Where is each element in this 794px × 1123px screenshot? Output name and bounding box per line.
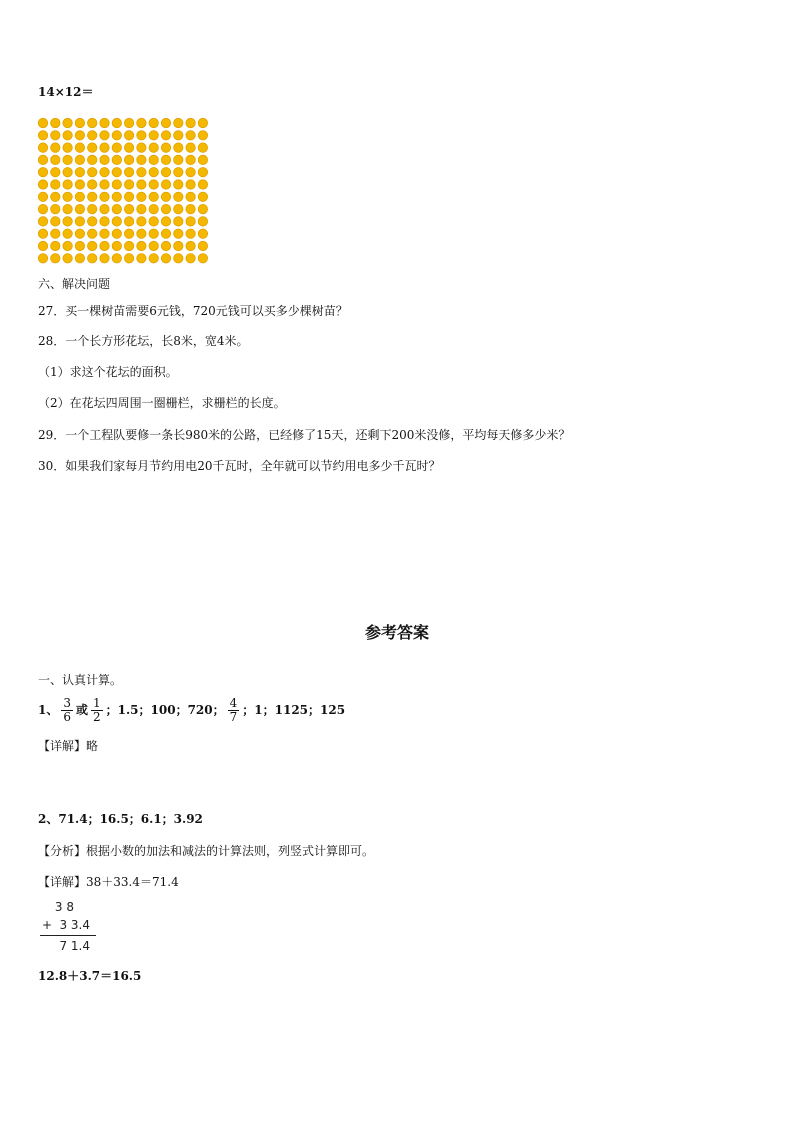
grid-dot: [149, 241, 158, 250]
grid-dot: [137, 180, 146, 189]
grid-dot: [88, 131, 97, 140]
vertical-row-top: [40, 898, 96, 916]
grid-dot: [198, 217, 207, 226]
grid-dot: [174, 229, 183, 238]
top-equation: 14×12＝: [38, 85, 94, 99]
grid-dot: [112, 118, 121, 127]
grid-dot: [38, 217, 47, 226]
grid-dot: [38, 241, 47, 250]
grid-dot: [63, 131, 72, 140]
grid-dot: [112, 241, 121, 250]
grid-dot: [112, 204, 121, 213]
grid-dot: [137, 143, 146, 152]
grid-dot: [100, 241, 109, 250]
question-28: 28．一个长方形花坛，长8米，宽4米。: [38, 334, 249, 348]
grid-dot: [149, 254, 158, 263]
answers-title: 参考答案: [364, 623, 429, 642]
grid-dot: [198, 168, 207, 177]
grid-dot: [149, 168, 158, 177]
answer-1-detail: 【详解】略: [38, 739, 99, 753]
grid-dot: [149, 143, 158, 152]
grid-dot: [51, 143, 60, 152]
grid-dot: [75, 217, 84, 226]
grid-dot: [100, 254, 109, 263]
answers-section1-heading: 一、认真计算。: [38, 673, 123, 687]
grid-dot: [100, 143, 109, 152]
grid-dot: [51, 155, 60, 164]
grid-dot: [198, 204, 207, 213]
grid-dot: [161, 192, 170, 201]
grid-dot: [63, 180, 72, 189]
grid-dot: [75, 118, 84, 127]
grid-dot: [112, 192, 121, 201]
grid-dot: [186, 254, 195, 263]
grid-dot: [88, 155, 97, 164]
grid-dot: [63, 204, 72, 213]
grid-dot: [75, 168, 84, 177]
grid-dot: [51, 168, 60, 177]
grid-dot: [198, 143, 207, 152]
answer-1: [38, 692, 345, 728]
fraction-numerator: 3: [63, 696, 71, 710]
section6-heading: 六、解决问题: [38, 277, 111, 291]
grid-dot: [112, 131, 121, 140]
grid-dot: [186, 155, 195, 164]
question-27: 27．买一棵树苗需要6元钱，720元钱可以买多少棵树苗？: [38, 304, 348, 318]
vertical-rule: [40, 935, 96, 936]
grid-dot: [198, 254, 207, 263]
grid-dot: [174, 192, 183, 201]
grid-dot: [124, 143, 133, 152]
grid-dot: [100, 217, 109, 226]
grid-dot: [51, 131, 60, 140]
fraction-numerator: 1: [93, 696, 101, 710]
grid-dot: [38, 168, 47, 177]
grid-dot: [38, 192, 47, 201]
grid-dot: [63, 217, 72, 226]
fraction-4-7: [228, 697, 240, 724]
grid-dot: [198, 241, 207, 250]
grid-dot: [186, 229, 195, 238]
vertical-result: 7 1.4: [59, 939, 90, 953]
grid-dot: [124, 118, 133, 127]
grid-dot: [88, 168, 97, 177]
grid-dot: [112, 143, 121, 152]
grid-dot: [186, 192, 195, 201]
grid-dot: [75, 204, 84, 213]
question-28-part1: （1）求这个花坛的面积。: [38, 365, 178, 379]
grid-dot: [149, 118, 158, 127]
grid-dot: [38, 118, 47, 127]
grid-dot: [137, 254, 146, 263]
question-28-part2: （2）在花坛四周围一圈栅栏，求栅栏的长度。: [38, 396, 286, 410]
grid-dot: [174, 254, 183, 263]
grid-dot: [63, 254, 72, 263]
grid-dot: [88, 143, 97, 152]
grid-dot: [161, 118, 170, 127]
grid-dot: [149, 204, 158, 213]
grid-dot: [149, 180, 158, 189]
fraction-1-2: [91, 697, 103, 724]
grid-dot: [75, 192, 84, 201]
grid-dot: [161, 131, 170, 140]
grid-dot: [100, 118, 109, 127]
grid-dot: [63, 155, 72, 164]
grid-dot: [149, 131, 158, 140]
grid-dot: [198, 229, 207, 238]
grid-dot: [88, 254, 97, 263]
vertical-addition: [40, 898, 96, 955]
grid-dot: [149, 229, 158, 238]
grid-dot: [137, 131, 146, 140]
grid-dot: [112, 168, 121, 177]
answer-2-equation-2: 12.8＋3.7＝16.5: [38, 969, 142, 983]
grid-dot: [137, 241, 146, 250]
answer-1-or: 或: [76, 703, 89, 717]
fraction-3-6: [61, 697, 73, 724]
vertical-top-number: 3 8: [54, 900, 74, 914]
grid-dot: [174, 204, 183, 213]
grid-dot: [161, 204, 170, 213]
grid-dot: [198, 131, 207, 140]
grid-dot: [38, 254, 47, 263]
grid-dot: [112, 254, 121, 263]
grid-dot: [124, 155, 133, 164]
answer-2-detail: 【详解】38＋33.4＝71.4: [38, 875, 179, 889]
grid-dot: [174, 118, 183, 127]
fraction-denominator: 6: [63, 710, 71, 724]
grid-dot: [161, 254, 170, 263]
grid-dot: [174, 180, 183, 189]
grid-dot: [186, 143, 195, 152]
grid-dot: [149, 217, 158, 226]
grid-dot: [137, 118, 146, 127]
grid-dot: [124, 254, 133, 263]
grid-dot: [100, 192, 109, 201]
grid-dot: [75, 180, 84, 189]
grid-dot: [112, 229, 121, 238]
grid-dot: [174, 155, 183, 164]
grid-dot: [100, 131, 109, 140]
grid-dot: [38, 229, 47, 238]
grid-dot: [88, 217, 97, 226]
grid-dot: [198, 118, 207, 127]
fraction-denominator: 7: [229, 710, 238, 724]
vertical-second-number: 3 3.4: [59, 918, 90, 932]
grid-dot: [51, 241, 60, 250]
grid-dot: [75, 155, 84, 164]
grid-dot: [161, 168, 170, 177]
grid-dot: [161, 241, 170, 250]
grid-dot: [161, 217, 170, 226]
grid-dot: [186, 180, 195, 189]
grid-dot: [186, 241, 195, 250]
grid-dot: [149, 155, 158, 164]
grid-dot: [63, 168, 72, 177]
grid-dot: [51, 118, 60, 127]
grid-dot: [124, 241, 133, 250]
grid-dot: [75, 229, 84, 238]
grid-dot: [38, 155, 47, 164]
answer-1-prefix: 1、: [38, 703, 59, 717]
grid-dot: [63, 118, 72, 127]
grid-dot: [124, 131, 133, 140]
grid-dot: [51, 217, 60, 226]
grid-dot: [174, 131, 183, 140]
grid-dot: [88, 229, 97, 238]
grid-dot: [174, 168, 183, 177]
grid-dot: [186, 204, 195, 213]
fraction-numerator: 4: [229, 696, 238, 710]
grid-dot: [124, 192, 133, 201]
grid-dot: [63, 229, 72, 238]
grid-dot: [51, 192, 60, 201]
grid-dot: [137, 168, 146, 177]
answer-1-middle: ；1.5；100；720；: [105, 703, 225, 717]
grid-dot: [124, 180, 133, 189]
grid-dot: [174, 143, 183, 152]
grid-dot: [88, 204, 97, 213]
grid-dot: [124, 204, 133, 213]
grid-dot: [38, 180, 47, 189]
grid-dot: [51, 204, 60, 213]
grid-dot: [137, 217, 146, 226]
grid-dot: [124, 229, 133, 238]
grid-dot: [51, 254, 60, 263]
grid-dot: [124, 217, 133, 226]
grid-dot: [38, 143, 47, 152]
grid-dot: [198, 155, 207, 164]
grid-dot: [161, 155, 170, 164]
grid-dot: [88, 118, 97, 127]
grid-dot: [63, 241, 72, 250]
grid-dot: [88, 241, 97, 250]
grid-dot: [100, 155, 109, 164]
grid-dot: [51, 180, 60, 189]
grid-dot: [186, 131, 195, 140]
grid-dot: [100, 229, 109, 238]
dot-grid-illustration: [36, 116, 212, 266]
plus-operator: +: [42, 918, 53, 932]
grid-dot: [186, 217, 195, 226]
grid-dot: [88, 180, 97, 189]
grid-dot: [161, 229, 170, 238]
vertical-row-result: [40, 937, 96, 955]
grid-dot: [100, 168, 109, 177]
grid-dot: [112, 217, 121, 226]
grid-dot: [186, 118, 195, 127]
vertical-row-second: [40, 916, 96, 934]
grid-dot: [137, 204, 146, 213]
grid-dot: [38, 131, 47, 140]
grid-dot: [174, 241, 183, 250]
question-30: 30．如果我们家每月节约用电20千瓦时，全年就可以节约用电多少千瓦时？: [38, 459, 441, 473]
grid-dot: [75, 241, 84, 250]
grid-dot: [100, 204, 109, 213]
grid-dot: [161, 180, 170, 189]
fraction-denominator: 2: [93, 710, 101, 724]
grid-dot: [198, 180, 207, 189]
grid-dot: [161, 143, 170, 152]
question-29: 29．一个工程队要修一条长980米的公路，已经修了15天，还剩下200米没修，平均每天修多少米？: [38, 428, 571, 442]
grid-dot: [100, 180, 109, 189]
grid-dot: [75, 143, 84, 152]
grid-dot: [174, 217, 183, 226]
grid-dot: [63, 192, 72, 201]
grid-dot: [38, 204, 47, 213]
grid-dot: [88, 192, 97, 201]
grid-dot: [198, 192, 207, 201]
grid-dot: [124, 168, 133, 177]
grid-dot: [137, 192, 146, 201]
grid-dot: [75, 254, 84, 263]
grid-dot: [186, 168, 195, 177]
grid-dot: [149, 192, 158, 201]
answer-2-analysis: 【分析】根据小数的加法和减法的计算法则，列竖式计算即可。: [38, 844, 375, 858]
grid-dot: [137, 229, 146, 238]
grid-dot: [63, 143, 72, 152]
grid-dot: [75, 131, 84, 140]
answer-2: 2、71.4；16.5；6.1；3.92: [38, 812, 203, 826]
answer-1-end: ；1；1125；125: [242, 703, 346, 717]
grid-dot: [112, 180, 121, 189]
grid-dot: [137, 155, 146, 164]
grid-dot: [112, 155, 121, 164]
grid-dot: [51, 229, 60, 238]
